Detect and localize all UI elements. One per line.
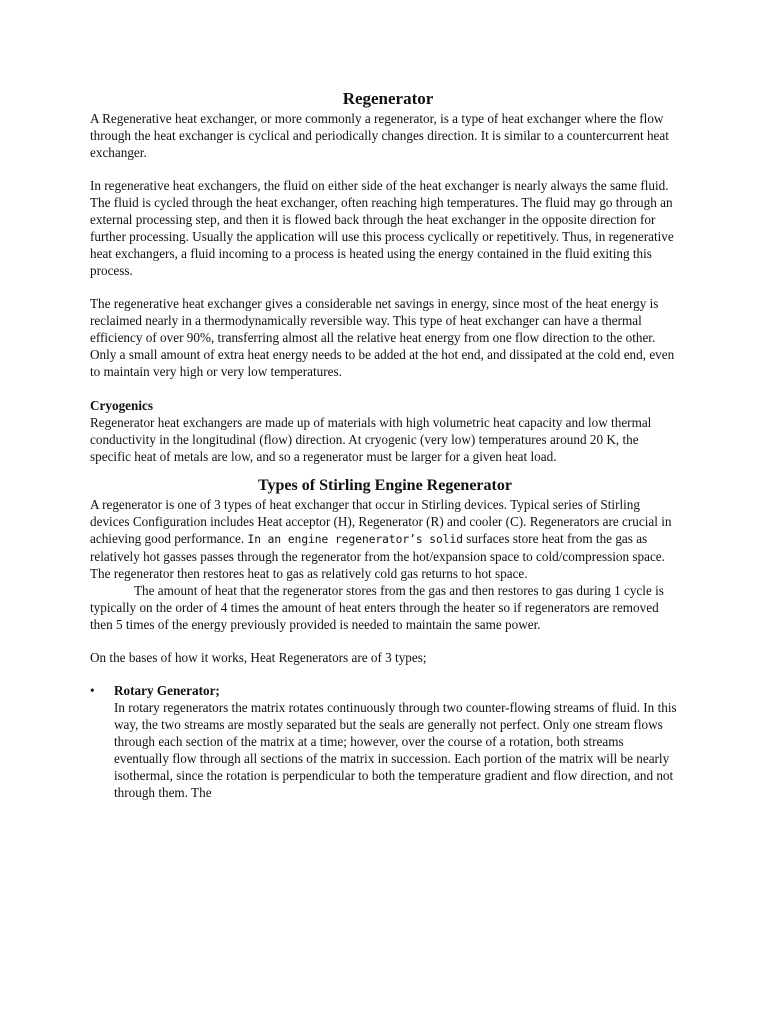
types-paragraph	[90, 496, 680, 582]
heat-storage-paragraph: The amount of heat that the regenerator stores from the gas and then restores to gas during 1 cycle is typically on the order of 4 times the amount of heat enters through the heater so if regenerators are removed then 5 times of the energy previously provided is needed to maintain the same power.	[90, 583, 664, 632]
types-paragraph-start: A regenerator is one of 3 types of heat exchanger that occur in Stirling devices. Typical series of Stirling devices Configuration includes Heat acceptor (H), Regenerator (R) and cooler (C). Regenerators are crucial in achieving good performance.	[90, 497, 672, 546]
types-heading: Types of Stirling Engine Regenerator	[258, 477, 512, 494]
bullet-icon: •	[90, 683, 95, 698]
intro-paragraph: A Regenerative heat exchanger, or more commonly a regenerator, is a type of heat exchanger where the flow through the heat exchanger is cyclical and periodically changes direction. It is similar to a countercurrent heat exchanger.	[90, 111, 669, 160]
bullet-title: Rotary Generator;	[114, 683, 220, 698]
document-title: Regenerator	[342, 89, 434, 108]
types-paragraph-end: surfaces store heat from the gas as relatively hot gasses passes through the regenerator from the hot/expansion space to cold/compression space. The regenerator then restores heat to gas as relatively cold gas returns to hot space.	[90, 531, 665, 581]
types-intro-line: On the bases of how it works, Heat Regenerators are of 3 types;	[90, 650, 427, 665]
paragraph-energy-savings: The regenerative heat exchanger gives a considerable net savings in energy, since most of the heat energy is reclaimed nearly in a thermodynamically reversible way. This type of heat exchanger can have a thermal efficiency of over 90%, transferring almost all the relative heat energy from one flow direction to the other. Only a small amount of extra heat energy needs to be added at the hot end, and dissipated at the cold end, even to maintain very high or very low temperatures.	[90, 296, 675, 379]
cryogenics-heading: Cryogenics	[90, 398, 153, 413]
regenerator-types-list	[90, 682, 680, 801]
bullet-body: In rotary regenerators the matrix rotates continuously through two counter-flowing streams of fluid. In this way, the two streams are mostly separated but the seals are generally not perfect. Only one stream flows through each section of the matrix at a time; however, over the course of a rotation, both streams eventually flow through all sections of the matrix in succession. Each portion of the matrix will be nearly isothermal, since the rotation is perpendicular to both the temperature gradient and flow direction, and not through them. The	[114, 700, 677, 800]
cryogenics-paragraph: Regenerator heat exchangers are made up of materials with high volumetric heat capacity and low thermal conductivity in the longitudinal (flow) direction. At cryogenic (very low) temperatures around 20 K, the specific heat of metals are low, and so a regenerator must be larger for a given heat load.	[90, 415, 652, 464]
paragraph-fluid-cycling: In regenerative heat exchangers, the fluid on either side of the heat exchanger is nearly always the same fluid. The fluid is cycled through the heat exchanger, often reaching high temperatures. The fluid may go through an external processing step, and then it is flowed back through the heat exchanger in the opposite direction for further processing. Usually the application will use this process cyclically or repetitively. Thus, in regenerative heat exchangers, a fluid incoming to a process is heated using the energy contained in the fluid exiting this process.	[90, 178, 674, 278]
document-page	[90, 88, 680, 801]
list-item	[90, 682, 680, 801]
types-paragraph-mono: In an engine regenerator’s solid	[247, 533, 463, 546]
